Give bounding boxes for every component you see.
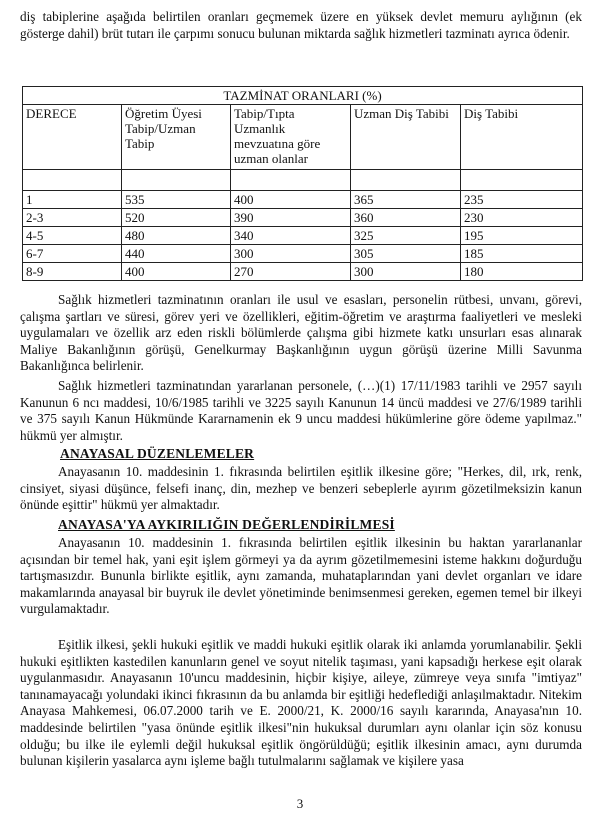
- table-cell: 2-3: [23, 209, 122, 227]
- table-empty-cell: [231, 170, 351, 191]
- table-title: TAZMİNAT ORANLARI (%): [23, 87, 583, 105]
- table-row: [23, 191, 583, 209]
- table-cell: 1: [23, 191, 122, 209]
- table-cell: 305: [351, 245, 461, 263]
- table-cell: 390: [231, 209, 351, 227]
- table-cell: 400: [231, 191, 351, 209]
- table-cell: 340: [231, 227, 351, 245]
- table-header-cell: DERECE: [23, 105, 122, 170]
- table-cell: 365: [351, 191, 461, 209]
- table-cell: 520: [122, 209, 231, 227]
- table-row: [23, 209, 583, 227]
- table-cell: 360: [351, 209, 461, 227]
- body-paragraph: Sağlık hizmetleri tazminatından yararlanan personele, (…)(1) 17/11/1983 tarihli ve 2957 sayılı Kanunun 6 ncı maddesi, 10/6/1985 tarihli ve 3225 sayılı Kanunun 14 üncü maddesi ve 27/6/1989 tarihli ve 375 sayılı Kanun Hükmünde Kararnamenin ek 9 uncu maddesi hükümlerine göre ödeme yapılmaz." hükmü yer almıştır.: [20, 378, 582, 443]
- body-paragraph: Sağlık hizmetleri tazminatının oranları ile usul ve esasları, personelin rütbesi, unvanı, görevi, çalışma şartları ve süresi, görev yeri ve özellikleri, eğitim-öğretim ve araştırma faaliyetleri ve mesleki uygulamaları ve özellik arz eden riskli bölümlerde çalışma gibi hizmete katkı unsurları esas alınarak Maliye Bakanlığının görüşü, Genelkurmay Başkanlığının uygun görüşü üzerine Milli Savunma Bakanlığınca belirlenir.: [20, 292, 582, 374]
- table-row: [23, 263, 583, 281]
- table-cell: 535: [122, 191, 231, 209]
- table-cell: 6-7: [23, 245, 122, 263]
- table-cell: 270: [231, 263, 351, 281]
- table-row: [23, 245, 583, 263]
- table-cell: 195: [461, 227, 583, 245]
- table-empty-cell: [23, 170, 122, 191]
- section-heading: ANAYASA'YA AYKIRILIĞIN DEĞERLENDİRİLMESİ: [58, 517, 395, 532]
- body-paragraph: Anayasanın 10. maddesinin 1. fıkrasında belirtilen eşitlik ilkesinin bu haktan yararlananlar açısından bir temel hak, yani eşit işlem görmeyi ya da ayrım gözetilmemesini isteme hakkını doğurduğu tartışmasızdır. Bununla birlikte eşitlik, aynı zamanda, muhataplarından yani devlet organları ve idare makamlarında anayasal bir buyruk ile devlet yönetiminde benimsenmesi gereken, egemen temel bir ilkeyi vurgulamaktadır.: [20, 535, 582, 617]
- table-empty-cell: [461, 170, 583, 191]
- table-cell: 440: [122, 245, 231, 263]
- table-cell: 400: [122, 263, 231, 281]
- table-empty-cell: [351, 170, 461, 191]
- compensation-rates-table: [22, 86, 583, 281]
- page-number: 3: [296, 796, 304, 811]
- table-cell: 8-9: [23, 263, 122, 281]
- body-paragraph: Eşitlik ilkesi, şekli hukuki eşitlik ve maddi hukuki eşitlik olarak iki anlamda yorumlanabilir. Şekli hukuki eşitlikten kastedilen kanunların genel ve soyut nitelik taşıması, yani kapsadığı herkese eşit olarak uygulanmasıdır. Anayasanın 10'uncu maddesinin, hiçbir kişiye, aileye, zümreye veya sınıfa "imtiyaz" tanınamayacağı yolundaki ikinci fıkrasının da bu anlamda bir eşitliği hedeflediği anlaşılmaktadır. Nitekim Anayasa Mahkemesi, 06.07.2000 tarih ve E. 2000/21, K. 2000/16 sayılı kararında, Anayasa'nın 10. maddesinde belirtilen "yasa önünde eşitlik ilkesi"nin hukuksal durumları aynı olanlar için söz konusu olduğu; bu ilke ile eylemli değil hukuksal eşitlik öngörüldüğü; eşitlik ilkesinin amacı, aynı durumda bulunan kişilerin yasalarca aynı işleme bağlı tutulmalarını sağlamak ve kişilere yasa: [20, 637, 582, 769]
- table-header-cell: Diş Tabibi: [461, 105, 583, 170]
- table-cell: 4-5: [23, 227, 122, 245]
- table-header-cell: Öğretim Üyesi Tabip/Uzman Tabip: [122, 105, 231, 170]
- table-row: [23, 227, 583, 245]
- body-paragraph: Anayasanın 10. maddesinin 1. fıkrasında belirtilen eşitlik ilkesine göre; "Herkes, dil, ırk, renk, cinsiyet, siyasi düşünce, felsefi inanç, din, mezhep ve benzeri sebeplerle ayırım gözetilmeksizin kanun önünde eşittir" hükmü yer almaktadır.: [20, 464, 582, 513]
- table-cell: 235: [461, 191, 583, 209]
- intro-paragraph: diş tabiplerine aşağıda belirtilen oranları geçmemek üzere en yüksek devlet memuru aylığının (ek gösterge dahil) brüt tutarı ile çarpımı sonucu bulunan miktarda sağlık hizmetleri tazminatı ayrıca ödenir.: [20, 9, 582, 41]
- table-header-cell: Tabip/Tıpta Uzmanlık mevzuatına göre uzman olanlar: [231, 105, 351, 170]
- table-cell: 230: [461, 209, 583, 227]
- table-header-cell: Uzman Diş Tabibi: [351, 105, 461, 170]
- table-empty-cell: [122, 170, 231, 191]
- table-cell: 185: [461, 245, 583, 263]
- table-cell: 325: [351, 227, 461, 245]
- table-cell: 480: [122, 227, 231, 245]
- table-cell: 300: [351, 263, 461, 281]
- table-cell: 180: [461, 263, 583, 281]
- section-heading: ANAYASAL DÜZENLEMELER: [60, 446, 255, 461]
- table-cell: 300: [231, 245, 351, 263]
